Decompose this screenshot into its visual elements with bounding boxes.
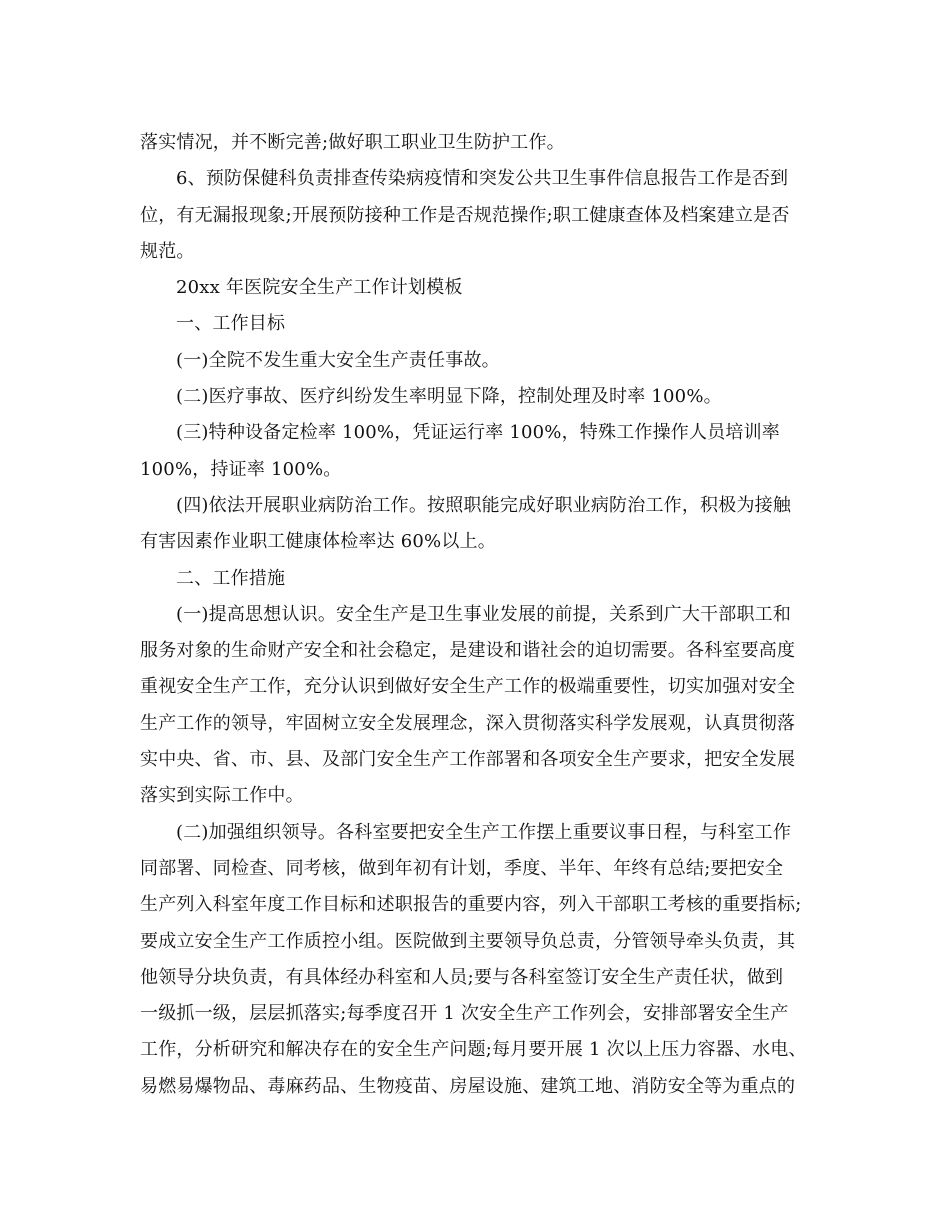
text-line: 20xx 年医院安全生产工作计划模板 [176, 277, 463, 299]
text-line: 100%，持证率 100%。 [140, 458, 342, 480]
text-line: 生产列入科室年度工作目标和述职报告的重要内容，列入干部职工考核的重要指标; [140, 894, 802, 916]
text-line: (四)依法开展职业病防治工作。按照职能完成好职业病防治工作，积极为接触 [176, 494, 792, 516]
text-line: 一级抓一级，层层抓落实;每季度召开 1 次安全生产工作列会，安排部署安全生产 [140, 1003, 789, 1025]
text-line: 生产工作的领导，牢固树立安全发展理念，深入贯彻落实科学发展观，认真贯彻落 [140, 712, 796, 734]
text-line: 工作，分析研究和解决存在的安全生产问题;每月要开展 1 次以上压力容器、水电、 [140, 1039, 807, 1061]
text-line: (一)提高思想认识。安全生产是卫生事业发展的前提，关系到广大干部职工和 [176, 603, 792, 625]
text-line: (二)医疗事故、医疗纠纷发生率明显下降，控制处理及时率 100%。 [176, 386, 722, 408]
text-line: 实中央、省、市、县、及部门安全生产工作部署和各项安全生产要求，把安全发展 [140, 749, 796, 771]
text-line: 位，有无漏报现象;开展预防接种工作是否规范操作;职工健康查体及档案建立是否 [140, 204, 790, 226]
text-line: 落实情况，并不断完善;做好职工职业卫生防护工作。 [140, 132, 565, 153]
text-line: 有害因素作业职工健康体检率达 60%以上。 [140, 531, 496, 553]
text-line: 6、预防保健科负责排查传染病疫情和突发公共卫生事件信息报告工作是否到 [176, 168, 789, 190]
text-line: 一、工作目标 [176, 313, 286, 335]
text-line: 同部署、同检查、同考核，做到年初有计划，季度、半年、年终有总结;要把安全 [140, 857, 784, 879]
text-line: (一)全院不发生重大安全生产责任事故。 [176, 349, 500, 371]
text-line: 重视安全生产工作，充分认识到做好安全生产工作的极端重要性，切实加强对安全 [140, 676, 796, 698]
text-line: 二、工作措施 [176, 567, 286, 589]
text-line: 服务对象的生命财产安全和社会稳定，是建设和谐社会的迫切需要。各科室要高度 [140, 640, 796, 662]
text-line: 要成立安全生产工作质控小组。医院做到主要领导负总责，分管领导牵头负责，其 [140, 930, 796, 952]
text-line: 规范。 [140, 240, 195, 262]
text-line: (二)加强组织领导。各科室要把安全生产工作摆上重要议事日程，与科室工作 [176, 821, 792, 843]
text-line: 落实到实际工作中。 [140, 785, 304, 807]
text-line: (三)特种设备定检率 100%，凭证运行率 100%，特殊工作操作人员培训率 [176, 422, 781, 444]
document-body [140, 125, 810, 1105]
text-line: 易燃易爆物品、毒麻药品、生物疫苗、房屋设施、建筑工地、消防安全等为重点的 [140, 1075, 796, 1097]
text-line: 他领导分块负责，有具体经办科室和人员;要与各科室签订安全生产责任状，做到 [140, 966, 784, 988]
